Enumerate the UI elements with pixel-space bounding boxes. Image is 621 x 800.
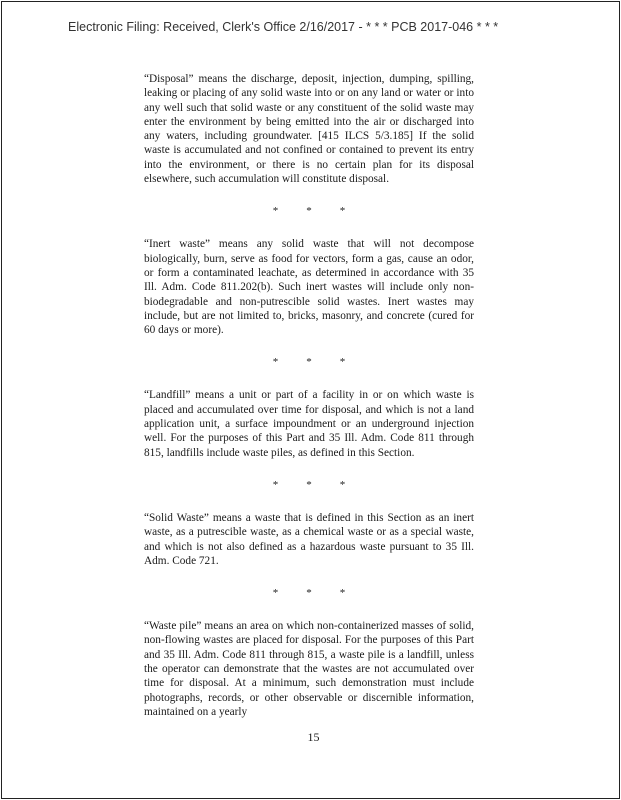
separator-asterisk: * — [339, 356, 346, 369]
separator-asterisk: * — [339, 205, 346, 218]
section-separator — [144, 480, 474, 491]
definition-landfill: “Landfill” means a unit or part of a facility in or on which waste is placed and accumulated over time for disposal, and which is not a land application unit, a surface impoundment or an underground injection well. For the purposes of this Part and 35 Ill. Adm. Code 811 through 815, landfills include waste piles, as defined in this Section. — [144, 389, 474, 459]
section-separator — [144, 357, 474, 368]
separator-asterisk: * — [306, 205, 312, 218]
definition-solid-waste: “Solid Waste” means a waste that is defined in this Section as an inert waste, as a putrescible waste, as a chemical waste or as a special waste, and which is not also defined as a hazardous waste pursuant to 35 Ill. Adm. Code 721. — [144, 511, 474, 567]
definition-inert-waste: “Inert waste” means any solid waste that will not decompose biologically, burn, serve as food for vectors, form a gas, cause an odor, or form a contaminated leachate, as determined in accordance with 35 Ill. Adm. Code 811.202(b). Such inert wastes will include only non-biodegradable and non-putrescible solid wastes. Inert wastes may include, but are not limited to, bricks, masonry, and concrete (cured for 60 days or more). — [144, 238, 474, 337]
separator-asterisk: * — [272, 587, 279, 600]
separator-asterisk: * — [306, 356, 312, 369]
definition-disposal: “Disposal” means the discharge, deposit, injection, dumping, spilling, leaking or placing of any solid waste into or on any land or water or into any well such that solid waste or any constituent of the solid waste may enter the environment by being emitted into the air or discharged into any waters, including groundwater. [415 ILCS 5/3.185] If the solid waste is accumulated and not confined or contained to prevent its entry into the environment, or there is no certain plan for its disposal elsewhere, such accumulation will constitute disposal. — [144, 73, 474, 186]
page-number: 15 — [307, 730, 320, 744]
section-separator — [144, 588, 474, 599]
filing-stamp: Electronic Filing: Received, Clerk's Office 2/16/2017 - * * * PCB 2017-046 * * * — [68, 20, 499, 34]
separator-asterisk: * — [272, 478, 279, 491]
section-separator — [144, 206, 474, 217]
separator-asterisk: * — [339, 478, 346, 491]
separator-asterisk: * — [339, 587, 346, 600]
definition-waste-pile: “Waste pile” means an area on which non-containerized masses of solid, non-flowing wastes are placed for disposal. For the purposes of this Part and 35 Ill. Adm. Code 811 through 815, a waste pile is a landfill, unless the operator can demonstrate that the wastes are not accumulated over time for disposal. At a minimum, such demonstration must include photographs, records, or other observable or discernible information, maintained on a yearly — [144, 620, 474, 718]
separator-asterisk: * — [272, 205, 279, 218]
separator-asterisk: * — [272, 356, 279, 369]
document-body — [144, 72, 474, 719]
separator-asterisk: * — [306, 478, 312, 491]
separator-asterisk: * — [306, 587, 312, 600]
